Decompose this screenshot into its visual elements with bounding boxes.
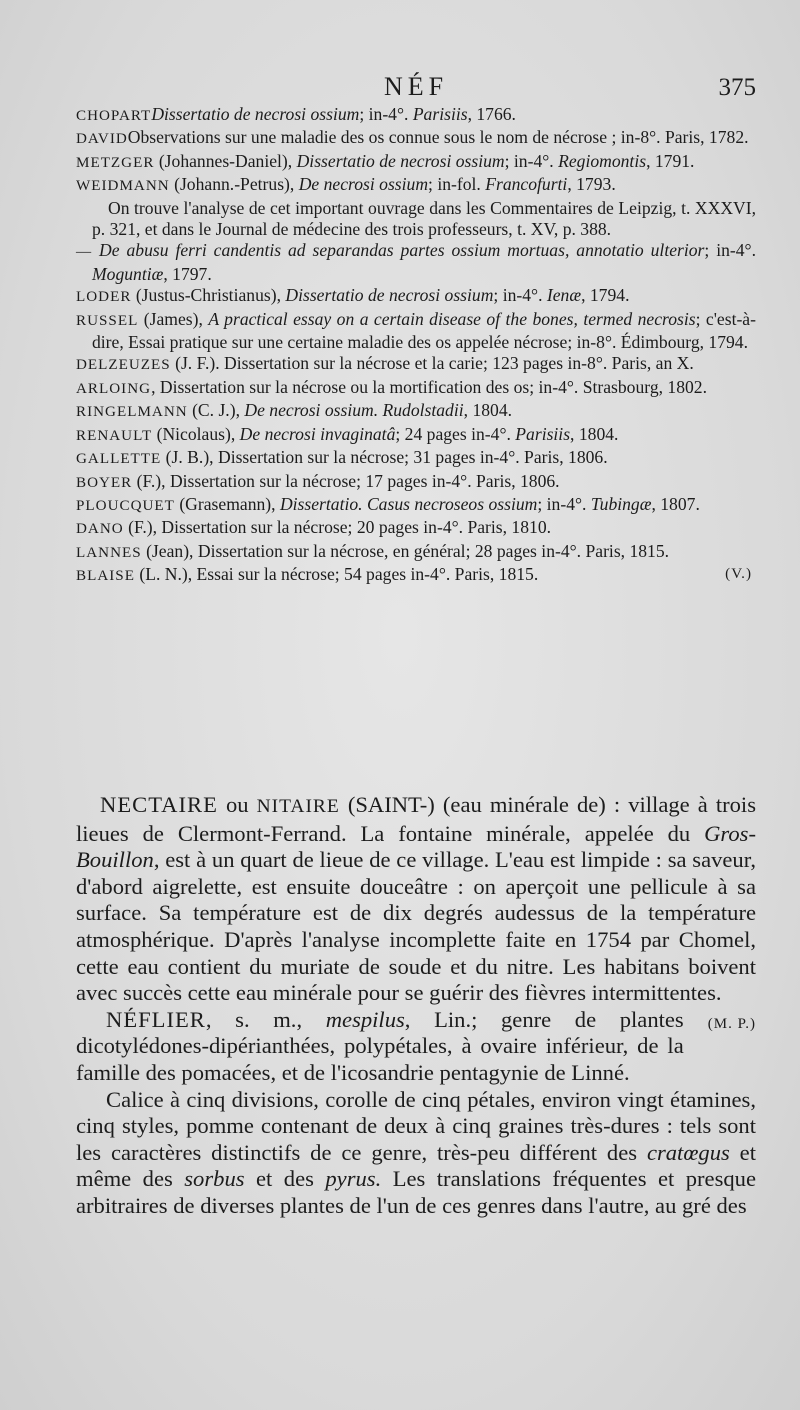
entry-place: Ienæ: [546, 285, 582, 306]
entry-author: GALLETTE: [76, 451, 162, 468]
entry-details: Dissertation sur la nécrose; 20 pages in-4°. Paris, 1810.: [161, 517, 552, 538]
nectaire-signature: (M. P.): [707, 1015, 756, 1032]
entry-place: Parisiis: [515, 423, 571, 444]
entry-details: ; c'est-à-dire, Essai pratique sur une certaine maladie des os appelée nécrose; in-8°. Édimbourg, 1794.: [92, 308, 756, 353]
bibliography-entry: [76, 174, 756, 240]
bibliography-entry: [76, 104, 756, 127]
entry-title: Dissertatio de necrosi ossium: [285, 285, 494, 306]
entry-signature: (V.): [725, 566, 752, 583]
bibliography-entry: [76, 127, 756, 150]
entry-details: Dissertation sur la nécrose ou la mortification des os; in-4°. Strasbourg, 1802.: [159, 376, 707, 397]
neflier-sorbus: sorbus: [184, 1166, 245, 1192]
nectaire-text: (eau minérale de) : village à trois lieues de Clermont-Ferrand. La fontaine minérale, appelée du: [76, 792, 757, 846]
nectaire-place: Gros-Bouillon: [76, 820, 756, 873]
headword-nitaire: NITAIRE: [256, 796, 340, 817]
entry-author: ARLOING: [76, 380, 152, 397]
entry-details: Essai sur la nécrose; 54 pages in-4°. Paris, 1815.: [196, 564, 539, 585]
entry-details: Dissertation sur la nécrose; 31 pages in-4°. Paris, 1806.: [217, 447, 608, 468]
entry-date: , 1791.: [646, 150, 695, 171]
bibliography-entry: [76, 447, 756, 470]
entry-details: ; 24 pages in-4°.: [395, 423, 516, 444]
neflier-paragraph-2: [76, 1087, 756, 1220]
entry-place: Francofurti: [485, 174, 568, 195]
bibliography-entry: [76, 424, 756, 447]
entry-title: De necrosi invaginatâ: [239, 423, 396, 444]
entry-author: PLOUCQUET: [76, 497, 175, 514]
entry-qualifier: ,: [151, 376, 160, 397]
neflier-p2b: et même des: [76, 1139, 756, 1192]
entry-place: Regiomontis: [558, 150, 647, 171]
bibliography-entry: [76, 400, 756, 423]
nectaire-text-2: , est à un quart de lieue de ce village. L'eau est limpide : sa saveur, d'abord aigrelette, est ensuite douceâtre : on aperçoit une pellicule à sa surface. Sa température est de dix degrés audessus de la température atmosphérique. D'après l'analyse incomplette faite en 1754 par Chomel, cette eau contient du muriate de soude et du nitre. Les habitans boivent avec succès cette eau minérale pour se guérir des fièvres intermittentes.: [76, 847, 756, 1006]
entry-author: METZGER: [76, 154, 155, 171]
bibliography-entry: [76, 541, 756, 564]
neflier-text: , Lin.; genre de plantes dicotylédones-dipérianthées, polypétales, à ovaire inférieur, de la famille des pomacées, et de l'icosandrie pentagynie de Linné.: [76, 1006, 684, 1085]
entry-details: Observations sur une maladie des os connue sous le nom de nécrose ; in-8°. Paris, 1782.: [127, 127, 749, 148]
running-title: NÉF: [383, 72, 449, 101]
entry-title: De necrosi ossium. Rudolstadii: [244, 400, 464, 421]
entry-author: LODER: [76, 289, 132, 306]
entry-title: A practical essay on a certain disease of the bones, termed necrosis: [208, 308, 696, 329]
entry-qualifier: (J. F.).: [170, 353, 225, 374]
entry-details: Dissertation sur la nécrose; 17 pages in-4°. Paris, 1806.: [169, 470, 560, 491]
bibliography-entry: [76, 377, 756, 400]
headword-neflier: NÉFLIER: [106, 1006, 206, 1032]
entry-details: ; in-fol.: [428, 174, 486, 195]
neflier-p2d: Les translations fréquentes et presque arbitraires de diverses plantes de l'un de ces genres dans l'autre, au gré des: [76, 1166, 757, 1218]
entry-qualifier: (F.),: [123, 517, 162, 538]
neflier-latin: mespilus: [325, 1006, 405, 1032]
entry-author: CHOPART: [76, 108, 152, 124]
entry-author: BLAISE: [76, 568, 135, 585]
entry-details: Dissertation sur la nécrose, en général; 28 pages in-4°. Paris, 1815.: [197, 540, 670, 561]
entry-author: RUSSEL: [76, 312, 139, 329]
entry-details: ; in-4°.: [537, 493, 591, 514]
page-number: 375: [718, 74, 756, 101]
entry-author: RENAULT: [76, 427, 153, 444]
entry-date: , 1793.: [567, 174, 616, 195]
entry-qualifier: (Jean),: [141, 540, 198, 561]
entry-qualifier: (Justus-Christianus),: [131, 285, 286, 306]
neflier-pyrus: pyrus.: [325, 1166, 382, 1192]
entry-qualifier: (F.),: [132, 470, 170, 491]
entry-note: On trouve l'analyse de cet important ouvrage dans les Commentaires de Leipzig, t. XXXVI, p. 321, et dans le Journal de médecine des trois professeurs, t. XV, p. 388.: [92, 197, 756, 240]
articles: [76, 792, 756, 1220]
nectaire-qualifier: (SAINT-): [339, 792, 443, 817]
entry-qualifier: (C. J.),: [187, 400, 245, 421]
entry-date: , 1797.: [163, 263, 212, 284]
entry-qualifier: (L. N.),: [134, 564, 197, 585]
entry-author: LANNES: [76, 544, 142, 561]
entry-details: ; in-4°.: [704, 240, 756, 261]
entry-title: Dissertatio de necrosi ossium: [296, 150, 505, 171]
entry-qualifier: (J. B.),: [161, 447, 218, 468]
bibliography-entry: [76, 517, 756, 540]
entry-author: DANO: [76, 521, 124, 538]
entry-qualifier: (Johann.-Petrus),: [169, 174, 299, 195]
bibliography-entry: [76, 471, 756, 494]
bibliography-entry: [76, 309, 756, 354]
entry-author: WEIDMANN: [76, 178, 170, 195]
entry-author: DAVID: [76, 131, 128, 148]
entry-title: De necrosi ossium: [298, 174, 429, 195]
entry-qualifier: (Grasemann),: [174, 493, 280, 514]
bibliography-entry: [76, 353, 756, 376]
entry-author: —: [76, 244, 93, 261]
neflier-p2a: Calice à cinq divisions, corolle de cinq pétales, environ vingt étamines, cinq styles, pomme contenant de deux à cinq graines très-dures : tels sont les caractères distinctifs de ce genre, très-peu différent des: [76, 1086, 756, 1165]
entry-details: ; in-4°.: [504, 150, 559, 171]
bibliography-entry: [76, 494, 756, 517]
neflier-crataegus: cratœgus: [646, 1139, 730, 1165]
bibliography-entry: [76, 285, 756, 308]
bibliography-entry: [76, 151, 756, 174]
entry-date: , 1794.: [581, 285, 630, 306]
entry-details: ; in-4°.: [493, 285, 547, 306]
entry-title: Dissertatio de necrosi ossium: [151, 104, 360, 124]
entry-qualifier: (Nicolaus),: [152, 423, 240, 444]
entry-date: , 1804.: [570, 423, 619, 444]
article-neflier: [76, 1007, 756, 1087]
entry-date: , 1766.: [467, 104, 516, 124]
neflier-p2c: et des: [244, 1166, 326, 1192]
bibliography-list: [76, 104, 756, 588]
entry-details: ; in-4°.: [359, 104, 413, 124]
entry-place: Moguntiæ: [92, 263, 164, 284]
entry-qualifier: (James),: [138, 308, 209, 329]
bibliography-entry: [76, 240, 756, 285]
entry-place: Tubingæ: [590, 493, 652, 514]
entry-author: BOYER: [76, 474, 133, 491]
entry-date: , 1807.: [651, 493, 700, 514]
page-header: [76, 72, 756, 102]
entry-author: DELZEUZES: [76, 357, 171, 374]
nectaire-variant-prefix: ou: [217, 792, 257, 817]
neflier-abbr: , s. m.,: [205, 1006, 326, 1032]
entry-qualifier: (Johannes-Daniel),: [154, 150, 297, 171]
entry-title: Dissertatio. Casus necroseos ossium: [279, 493, 538, 514]
entry-qualifier: [92, 240, 99, 260]
entry-place: Parisiis: [412, 104, 468, 124]
headword-nectaire: NECTAIRE: [100, 792, 218, 817]
entry-details: Dissertation sur la nécrose et la carie; 123 pages in-8°. Paris, an X.: [224, 353, 694, 374]
entry-title: De abusu ferri candentis ad separandas partes ossium mortuas, annotatio ulterior: [99, 240, 705, 261]
entry-details: , 1804.: [463, 400, 513, 421]
bibliography-entry: [76, 564, 756, 587]
entry-author: RINGELMANN: [76, 404, 188, 421]
